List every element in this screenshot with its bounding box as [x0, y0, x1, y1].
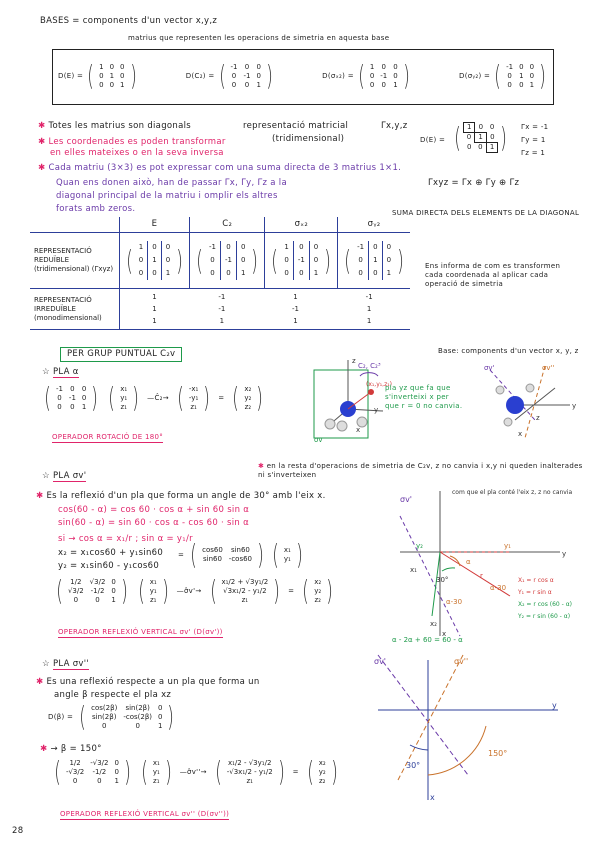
x2-label: x₂	[430, 620, 437, 628]
top-matrix-group-0	[58, 59, 138, 92]
reducible-matrix-syz	[338, 233, 410, 289]
section2-rotmatrix	[178, 538, 305, 571]
char-matrix-1: ( -1 0 0 0 -1 0 0 0 1 )	[194, 241, 260, 280]
s3-vec-out: ( x₂ y₂ z₂ )	[306, 755, 338, 788]
s1-arrow: —Ĉ₂→	[147, 393, 169, 402]
top-matrix-label-1: D(C₂) =	[185, 71, 215, 80]
char-table-wrapper	[30, 217, 410, 330]
s1-vec-mid: ( -x₁ -y₁ z₁ )	[177, 381, 211, 414]
s2-vec-in: ( x₁ y₁ z₁ )	[138, 574, 169, 607]
note-1: ✱ Totes les matrius son diagonals	[38, 121, 191, 131]
c2-label: C₂, C₂³	[358, 362, 381, 370]
section1-equation	[42, 381, 265, 414]
note-4a: Quan ens donen això, han de passar Γx, Γy, Γz a la	[56, 178, 287, 188]
col-syz: σᵧ₂	[367, 219, 381, 229]
section2-equation	[54, 574, 335, 607]
section2-intro: ✱ Es la reflexió d'un pla que forma un angle de 30° amb l'eix x.	[36, 491, 326, 501]
section3-equation	[52, 755, 340, 788]
rep-label: representació matricial	[243, 121, 349, 131]
top-matrix-0: ( 1 0 0 0 1 0 0 0 1 )	[87, 59, 137, 92]
x-label-d1: x	[442, 630, 447, 638]
gamma-z: Γz = 1	[521, 149, 546, 157]
top-matrix-3: ( -1 0 0 0 1 0 0 0 1 )	[494, 59, 546, 92]
y2-label: y₂	[416, 542, 423, 550]
de-label: D(E) =	[420, 136, 446, 144]
gamma-xyz: Γx,y,z	[381, 121, 408, 131]
row-irreducible-label: REPRESENTACIÓ IRREDUÏBLE (monodimensional)	[30, 289, 119, 330]
section3-intro2: angle β respecte el pla xz	[54, 690, 172, 700]
r-label: r	[480, 572, 483, 580]
section3-dmatrix	[48, 700, 176, 733]
rep-sub: (tridimensional)	[272, 134, 345, 144]
d2-x: x	[430, 793, 435, 802]
section1-pla: ☆ PLA α	[42, 367, 79, 377]
reducible-matrix-sxz	[265, 233, 338, 289]
e1: X₁ = r cos α	[518, 577, 554, 584]
axis-z-label: z	[352, 357, 356, 365]
reducible-matrix-E	[119, 233, 189, 289]
page-number: 28	[12, 826, 24, 836]
note-4b: diagonal principal de la matriu i omplir els altres	[56, 191, 278, 201]
diagram1-comment: com que el pla conté l'eix z, z no canvia	[452, 489, 573, 496]
center-atom	[506, 396, 524, 414]
point-label: (x₁,y₁,z₁)	[366, 381, 392, 388]
char-table-corner	[30, 217, 119, 233]
angle-a30: α-30	[446, 598, 463, 606]
sv-plane	[400, 516, 463, 636]
x-label: x	[518, 430, 523, 438]
section1-op-label: OPERADOR ROTACIÓ DE 180°	[52, 433, 164, 441]
header-line2: matrius que representen les operacions de simetria en aquesta base	[128, 34, 390, 42]
s2-rot-vec: ( x₁ y₁ )	[272, 538, 303, 571]
s3-equals: =	[292, 767, 299, 776]
s2m-eq: =	[178, 550, 185, 559]
s2-equals: =	[288, 586, 295, 595]
y1-label: y₁	[504, 542, 511, 550]
axis-x-label: x	[356, 426, 361, 434]
char-side-note: Ens informa de com es transformen cada coordenada al aplicar cada operació de simetria	[425, 262, 561, 288]
eq-cos: cos(60 - α) = cos 60 · cos α + sin 60 sin α	[58, 505, 250, 515]
irreducible-table: 1 -1 1 -1 1 -1 -1 1 1 1 1 1	[152, 293, 373, 325]
sv1-label: σv'	[484, 364, 495, 372]
angle-alpha: α	[466, 558, 471, 566]
eq-sin: sin(60 - α) = sin 60 · cos α - cos 60 · sin α	[58, 518, 250, 528]
row-reducible-label: REPRESENTACIÓ REDUÏBLE (tridimensional) (Γxyz)	[30, 233, 119, 289]
eq-x2: x₂ = x₁cos60 + y₁sin60	[58, 548, 164, 558]
eq-si: si → cos α = x₁/r ; sin α = y₁/r	[58, 534, 193, 544]
col-C2: C₂	[190, 217, 265, 233]
top-matrix-1: ( -1 0 0 0 -1 0 0 0 1 )	[218, 59, 273, 92]
section3-beta: ✱ → β = 150°	[40, 744, 102, 754]
s2-lhs: ( 1/2 √3/2 0 √3/2 -1/2 0 0 0 1 )	[56, 574, 128, 607]
gamma-y: Γy = 1	[521, 136, 546, 144]
col-sxz: σₓ₂	[265, 217, 338, 233]
e4: Y₂ = r sin (60 - α)	[518, 613, 571, 620]
s3-lhs: ( 1/2 -√3/2 0 -√3/2 -1/2 0 0 0 1 )	[54, 755, 131, 788]
molecule-note: pla yz que fa que s'inverteixi x per que r = 0 no canvia.	[385, 384, 463, 410]
s2-rot-matrix: ( cos60 sin60 sin60 -cos60 )	[190, 538, 264, 571]
char-matrix-3: ( -1 0 0 0 1 0 0 0 1 )	[342, 241, 406, 280]
char-table	[30, 217, 410, 329]
angle-a30c: α-30	[490, 584, 507, 592]
section2-op-label: OPERADOR REFLEXIÓ VERTICAL σv' (D(σv'))	[58, 628, 223, 636]
reducible-matrix-C2	[190, 233, 265, 289]
eq-y2: y₂ = x₁sin60 - y₁cos60	[58, 561, 160, 571]
top-matrix-label-3: D(σᵧ₂) =	[459, 71, 491, 80]
header-line1: BASES = components d'un vector x,y,z	[40, 16, 218, 26]
molecule-diagram-2	[480, 360, 590, 440]
z-label: z	[536, 414, 540, 422]
s2-vec-out: ( x₂ y₂ z₂ )	[302, 574, 333, 607]
s3-vec-in: ( x₁ y₁ z₁ )	[141, 755, 172, 788]
s1-lhs: ( -1 0 0 0 -1 0 0 0 1 )	[44, 381, 99, 414]
col-E: E	[119, 217, 189, 233]
top-matrix-2: ( 1 0 0 0 -1 0 0 0 1 )	[358, 59, 410, 92]
reflection-diagram-2	[368, 650, 568, 810]
note-2: ✱ Les coordenades es poden transformar	[38, 137, 226, 147]
x1-label: x₁	[410, 566, 417, 574]
s3-arrow: —σ̂v''→	[179, 767, 207, 776]
e3: X₂ = r cos (60 - α)	[518, 601, 572, 608]
section2-pla: ☆ PLA σv'	[42, 471, 87, 481]
y-label-d1: y	[562, 550, 567, 558]
section3-pla: ☆ PLA σv''	[42, 659, 90, 669]
d2-sv2: σv''	[454, 657, 469, 666]
s2-vec-mid: ( x₁/2 + √3y₁/2 √3x₁/2 - y₁/2 z₁ )	[209, 574, 280, 607]
note-2b: en elles mateixes o en la seva inversa	[50, 148, 224, 158]
angle-30: 30°	[436, 576, 449, 584]
top-matrix-group-3	[459, 59, 548, 92]
direct-sum: Γxyz = Γx ⊕ Γy ⊕ Γz	[428, 178, 520, 188]
sv2-label: σv''	[542, 364, 555, 372]
sv-label: σv	[314, 436, 323, 444]
note-4c: forats amb zeros.	[56, 204, 136, 214]
section2-note-right: ✱ en la resta d'operacions de simetria de C₂v, z no canvia i x,y ni queden inalterades ni s'inverteixen	[258, 462, 583, 479]
char-matrix-2: ( 1 0 0 0 -1 0 0 0 1 )	[269, 241, 333, 280]
top-matrices-row	[58, 53, 548, 99]
e2: Y₁ = r sin α	[518, 589, 552, 596]
section3-intro1: ✱ Es una reflexió respecte a un pla que forma un	[36, 677, 260, 687]
section3-op-label: OPERADOR REFLEXIÓ VERTICAL σv'' (D(σv''))	[60, 810, 230, 818]
top-matrix-label-2: D(σₓ₂) =	[322, 71, 354, 80]
s3-d-label: D(β) =	[48, 712, 74, 721]
y-label: y	[572, 402, 577, 410]
sv-text: σv'	[400, 495, 413, 504]
top-matrix-label-0: D(E) =	[58, 71, 84, 80]
suma-directa: SUMA DIRECTA DELS ELEMENTS DE LA DIAGONAL	[392, 209, 580, 217]
note-3: ✱ Cada matriu (3×3) es pot expressar com una suma directa de 3 matrius 1×1.	[38, 163, 402, 173]
d2-y: y	[552, 701, 557, 710]
d2-a30: 30°	[406, 761, 421, 770]
base-label: Base: components d'un vector x, y, z	[438, 347, 579, 355]
s1-equals: =	[218, 393, 225, 402]
de-matrix: ( 1 0 0 0 1 0 0 0 1 )	[454, 120, 508, 154]
angle-sum: α - 2α + 60 = 60 - α	[392, 636, 463, 644]
irreducible-values	[119, 289, 410, 330]
d2-sv1: σv'	[374, 657, 387, 666]
gamma-x: Γx = -1	[521, 123, 549, 131]
sv1-plane	[378, 655, 468, 775]
s3-vec-mid: ( x₁/2 - √3y₁/2 -√3x₁/2 - y₁/2 z₁ )	[214, 755, 285, 788]
top-matrix-group-1	[185, 59, 275, 92]
d2-a150: 150°	[488, 749, 508, 758]
s2-arrow: —σ̂v'→	[176, 586, 202, 595]
reflection-diagram-1	[380, 486, 595, 646]
s3-d-matrix: ( cos(2β) sin(2β) 0 sin(2β) -cos(2β) 0 0 0 1 )	[79, 700, 175, 733]
s1-vec-out: ( x₂ y₂ z₂ )	[232, 381, 264, 414]
section1-title: PER GRUP PUNTUAL C₂v	[60, 347, 182, 362]
axis-y-label: y	[374, 406, 379, 414]
s1-vec-in: ( x₁ y₁ z₁ )	[108, 381, 139, 414]
char-matrix-0: ( 1 0 0 0 1 0 0 0 1 )	[124, 241, 185, 280]
top-matrix-group-2	[322, 59, 412, 92]
